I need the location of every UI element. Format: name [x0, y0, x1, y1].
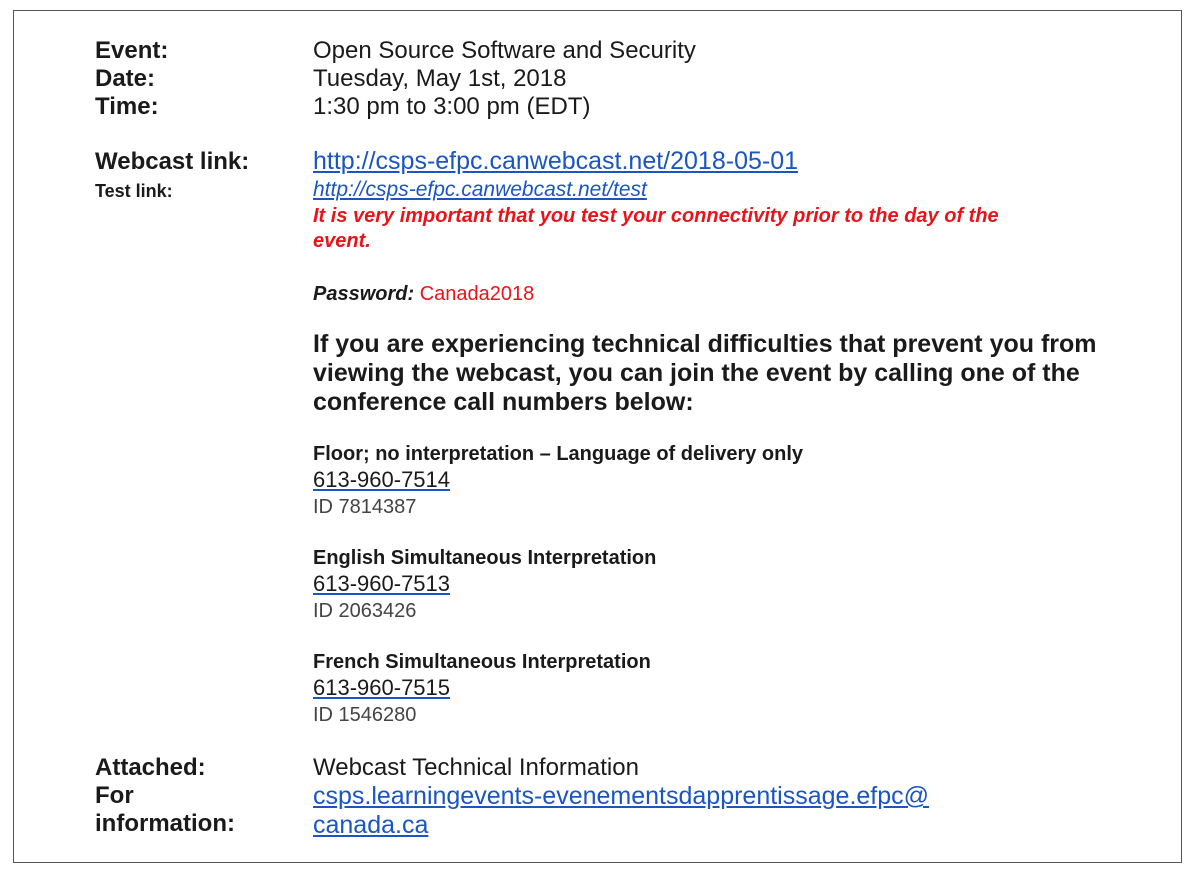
for-label: For	[95, 782, 134, 809]
connectivity-notice-line2: event.	[313, 230, 371, 252]
difficulties-line3: conference call numbers below:	[313, 388, 694, 416]
password-row	[313, 281, 534, 307]
webcast-link[interactable]: http://csps-efpc.canwebcast.net/2018-05-01	[313, 147, 799, 175]
date-label: Date:	[95, 65, 156, 92]
test-link-label: Test link:	[95, 181, 173, 201]
time-label: Time:	[95, 93, 159, 120]
information-label: information:	[95, 810, 235, 837]
contact-email-line1[interactable]: csps.learningevents-evenementsdapprentissage.efpc@	[313, 782, 930, 810]
event-name: Open Source Software and Security	[313, 37, 696, 64]
call-english-phone[interactable]: 613-960-7513	[313, 571, 451, 596]
call-english-title: English Simultaneous Interpretation	[313, 547, 657, 569]
call-french-id: ID 1546280	[313, 704, 417, 726]
call-french-phone[interactable]: 613-960-7515	[313, 675, 451, 700]
connectivity-notice-line1: It is very important that you test your connectivity prior to the day of the	[313, 205, 999, 227]
call-floor-title: Floor; no interpretation – Language of delivery only	[313, 443, 804, 465]
difficulties-line1: If you are experiencing technical difficulties that prevent you from	[313, 330, 1097, 358]
event-date: Tuesday, May 1st, 2018	[313, 65, 567, 92]
call-floor-phone[interactable]: 613-960-7514	[313, 467, 451, 492]
attached-document: Webcast Technical Information	[313, 754, 639, 781]
contact-email-line2[interactable]: canada.ca	[313, 811, 429, 839]
attached-label: Attached:	[95, 754, 206, 781]
call-french-title: French Simultaneous Interpretation	[313, 651, 651, 673]
difficulties-line2: viewing the webcast, you can join the event by calling one of the	[313, 359, 1080, 387]
event-time: 1:30 pm to 3:00 pm (EDT)	[313, 93, 591, 120]
password-value: Canada2018	[419, 283, 535, 305]
document-frame	[13, 10, 1182, 863]
event-label: Event:	[95, 37, 169, 64]
webcast-link-label: Webcast link:	[95, 148, 250, 175]
call-english-id: ID 2063426	[313, 600, 417, 622]
call-floor-id: ID 7814387	[313, 496, 417, 518]
test-link[interactable]: http://csps-efpc.canwebcast.net/test	[313, 178, 647, 201]
password-label: Password:	[313, 283, 415, 305]
